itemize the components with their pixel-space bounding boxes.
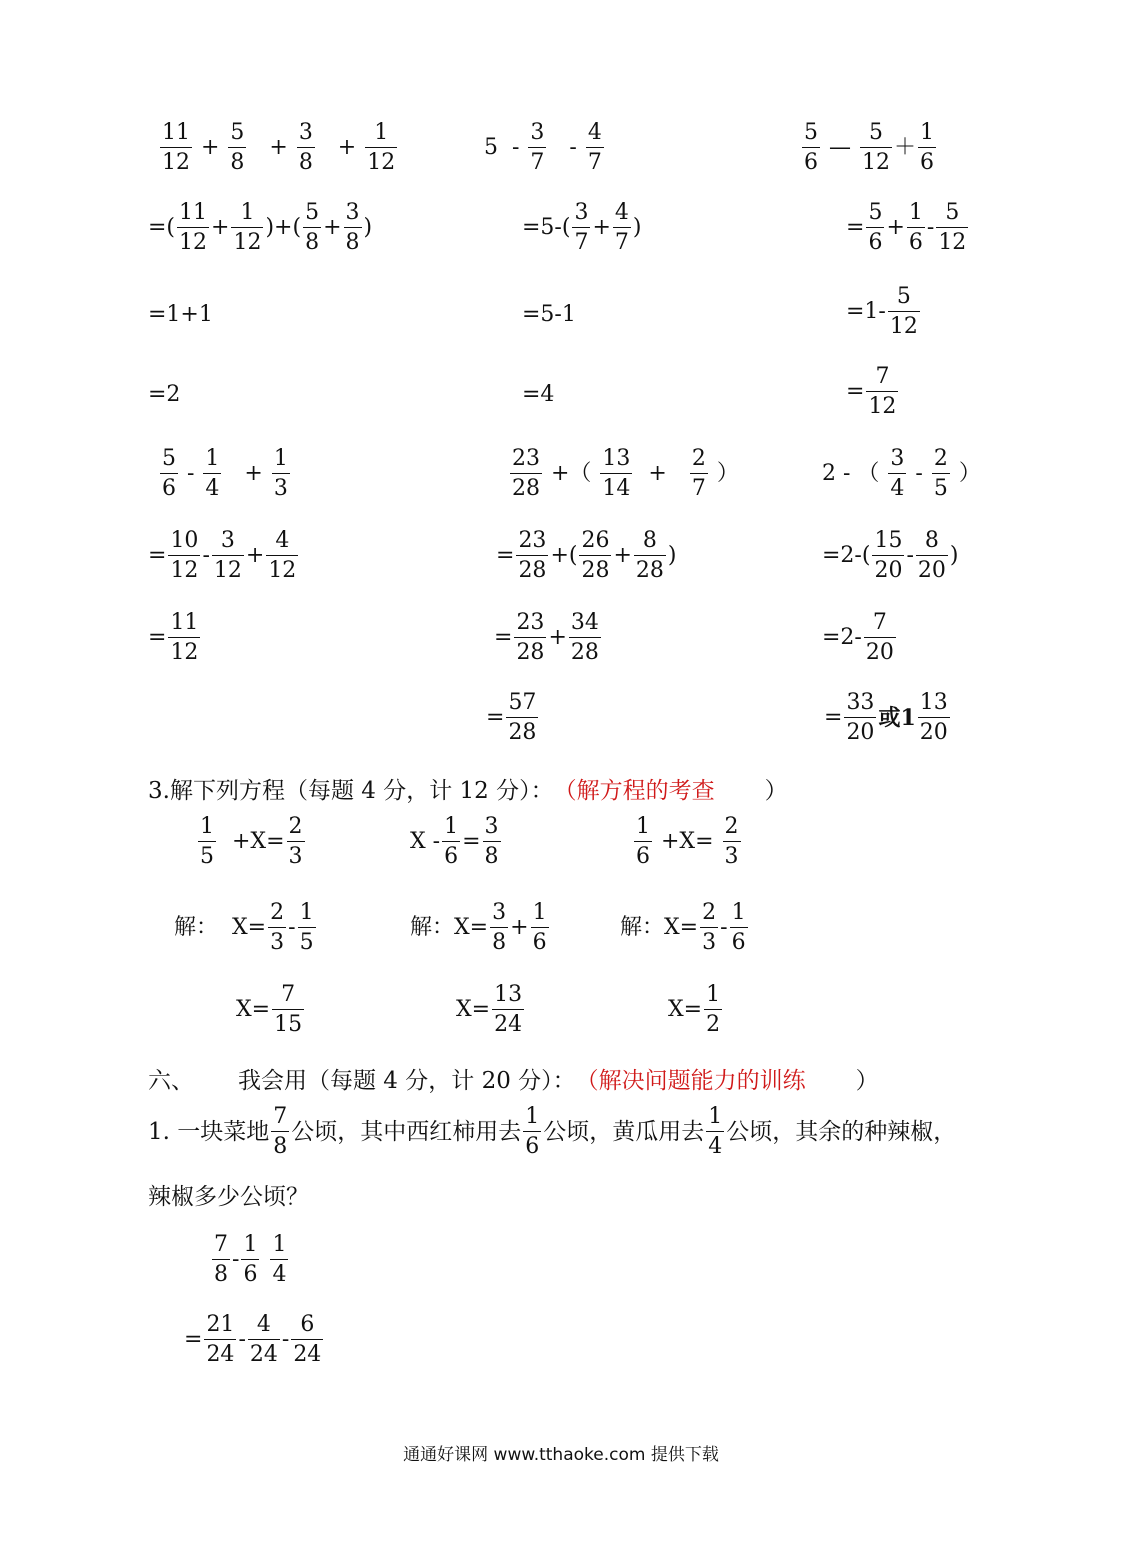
fraction: $\frac{1}{12}$ xyxy=(367,120,396,175)
fraction: 4 24 xyxy=(249,1312,278,1367)
calc-c1-step2: = $\frac{11}{12}$ xyxy=(148,610,199,665)
apply-question-1: 1. 一块菜地 7 8 公顷，其中西红柿用去 1 6 公顷，黄瓜用去 1 4 公顷，其余的种辣椒， xyxy=(148,1104,957,1159)
fraction: 13 20 xyxy=(919,690,948,745)
calc-b2-problem: 5 - 3 7 - 4 7 xyxy=(484,120,602,175)
equation-1: 1 5 +X= $\frac{2}{3}$ xyxy=(200,814,303,869)
calc-b3-problem: 5 6 — 5 12 ＋ 1 6 xyxy=(804,120,935,175)
calc-c2-step1: = $\frac{23}{28}$ +( 26 28 + $\frac{8}{28}$ ) xyxy=(496,528,677,583)
fraction: 7 8 xyxy=(214,1232,228,1287)
fraction: $\frac{10}{12}$ xyxy=(170,528,199,583)
fraction: 7 8 xyxy=(273,1104,288,1159)
calc-c3-step3: = $\frac{33}{20}$ 或 1 13 20 xyxy=(824,690,948,745)
equation-2-answer: X= $\frac{13}{24}$ xyxy=(456,982,523,1037)
equation-2-solution: 解： X= $\frac{3}{8}$ + $\frac{1}{6}$ xyxy=(410,900,547,955)
calc-c3-problem: 2 - （ 3 4 - 2 5 ） xyxy=(822,446,981,501)
footer-credit: 通通好课网 www.tthaoke.com 提供下载 xyxy=(403,1445,719,1465)
apply-question-1-line2: 辣椒多少公顷？ xyxy=(148,1184,309,1210)
fraction: 3 4 xyxy=(890,446,905,501)
fraction: 1 4 xyxy=(272,1232,287,1287)
fraction: $\frac{2}{3}$ xyxy=(288,814,303,869)
fraction: 7 20 xyxy=(865,610,894,665)
fraction: $\frac{4}{12}$ xyxy=(268,528,297,583)
fraction: 13 14 xyxy=(602,446,631,501)
fraction: 5 12 xyxy=(889,284,918,339)
fraction: 1 6 xyxy=(243,1232,258,1287)
calc-c1-step1: = $\frac{10}{12}$ - 3 12 + $\frac{4}{12}$ xyxy=(148,528,297,583)
fraction: $\frac{23}{28}$ xyxy=(516,610,545,665)
equation-2: X - $\frac{1}{6}$ = $\frac{3}{8}$ xyxy=(410,814,499,869)
fraction: 26 28 xyxy=(581,528,610,583)
fraction: $\frac{1}{6}$ xyxy=(444,814,459,869)
fraction: 5 12 xyxy=(862,120,890,175)
calc-b1-step2: =1+1 xyxy=(148,302,213,327)
fraction: 3 7 xyxy=(574,200,589,255)
fraction: 1 4 xyxy=(205,446,220,501)
fraction: $\frac{3}{8}$ xyxy=(492,900,507,955)
fraction: 2 3 xyxy=(724,814,739,869)
fraction: $\frac{3}{8}$ xyxy=(298,120,313,175)
fraction: 23 28 xyxy=(512,446,540,501)
equation-1-answer: X= $\frac{7}{15}$ xyxy=(236,982,303,1037)
fraction: $\frac{1}{6}$ xyxy=(532,900,547,955)
fraction: 1 6 xyxy=(525,1104,540,1159)
fraction: 6 24 xyxy=(293,1312,322,1367)
fraction: $\frac{11}{12}$ xyxy=(170,610,199,665)
fraction: $\frac{8}{28}$ xyxy=(635,528,664,583)
fraction: $\frac{3}{8}$ xyxy=(484,814,499,869)
fraction: 11 12 xyxy=(162,120,190,175)
calc-b2-step1: =5-( 3 7 + $\frac{4}{7}$ ) xyxy=(522,200,642,255)
calc-b1-step1: =( 11 12 + $\frac{1}{12}$ )+( 5 8 + $\frac{3}{8}$ ) xyxy=(148,200,373,255)
fraction: $\frac{2}{3}$ xyxy=(270,900,285,955)
fraction: $\frac{13}{24}$ xyxy=(494,982,523,1037)
fraction: 8 20 xyxy=(917,528,946,583)
fraction: 1 6 xyxy=(920,120,935,175)
fraction: $\frac{5}{6}$ xyxy=(868,200,883,255)
calc-b2-step2: =5-1 xyxy=(522,302,576,327)
fraction: 5 6 xyxy=(804,120,818,175)
fraction: $\frac{23}{28}$ xyxy=(518,528,547,583)
calc-c2-step2: = $\frac{23}{28}$ + $\frac{34}{28}$ xyxy=(494,610,599,665)
calc-c2-step3: = $\frac{57}{28}$ xyxy=(486,690,537,745)
fraction: $\frac{5}{8}$ xyxy=(230,120,245,175)
calc-b3-step1: = $\frac{5}{6}$ + $\frac{1}{6}$ - 5 12 xyxy=(846,200,967,255)
calc-c2-problem: 23 28 +（ 13 14 + $\frac{2}{7}$ ） xyxy=(512,446,739,501)
calc-c3-step1: =2-( 15 20 - 8 20 ) xyxy=(822,528,959,583)
calc-b1-problem: 11 12 + $\frac{5}{8}$ + $\frac{3}{8}$ + $\frac{1}{12}$ xyxy=(162,120,396,175)
fraction: 15 20 xyxy=(874,528,903,583)
fraction: $\frac{57}{28}$ xyxy=(508,690,537,745)
fraction: 1 5 xyxy=(200,814,214,869)
calc-c3-step2: =2- 7 20 xyxy=(822,610,894,665)
fraction: $\frac{34}{28}$ xyxy=(570,610,599,665)
fraction: 1 6 xyxy=(636,814,650,869)
apply-work-1: 7 8 - 1 6 1 4 xyxy=(214,1232,287,1287)
equation-3: 1 6 +X= 2 3 xyxy=(636,814,739,869)
fraction: $\frac{1}{6}$ xyxy=(908,200,923,255)
fraction: $\frac{7}{12}$ xyxy=(868,364,897,419)
fraction: $\frac{7}{15}$ xyxy=(274,982,303,1037)
fraction: 11 12 xyxy=(179,200,208,255)
fraction: $\frac{1}{12}$ xyxy=(233,200,262,255)
fraction: 5 6 xyxy=(162,446,176,501)
equation-3-solution: 解： X= $\frac{2}{3}$ - 1 6 xyxy=(620,900,746,955)
fraction: 3 12 xyxy=(213,528,242,583)
equation-1-solution: 解： X= $\frac{2}{3}$ - 1 5 xyxy=(174,900,314,955)
apply-work-2: = $\frac{21}{24}$ - 4 24 - 6 24 xyxy=(184,1312,322,1367)
equation-3-answer: X= $\frac{1}{2}$ xyxy=(668,982,721,1037)
fraction: 1 4 xyxy=(708,1104,723,1159)
fraction: $\frac{33}{20}$ xyxy=(846,690,875,745)
fraction: $\frac{3}{8}$ xyxy=(345,200,360,255)
fraction: $\frac{2}{3}$ xyxy=(702,900,717,955)
fraction: 1 5 xyxy=(299,900,314,955)
fraction: 3 7 xyxy=(530,120,545,175)
fraction: 4 7 xyxy=(587,120,602,175)
fraction: 1 6 xyxy=(731,900,746,955)
fraction: $\frac{1}{2}$ xyxy=(706,982,721,1037)
fraction: $\frac{1}{3}$ xyxy=(273,446,288,501)
fraction: 5 8 xyxy=(305,200,320,255)
calc-b3-step3: = $\frac{7}{12}$ xyxy=(846,364,897,419)
fraction: $\frac{2}{7}$ xyxy=(691,446,706,501)
fraction: 5 12 xyxy=(938,200,967,255)
apply-heading: 六、 我会用（每题 4 分，计 20 分）： （解决问题能力的训练 ） xyxy=(148,1068,879,1094)
fraction: $\frac{21}{24}$ xyxy=(206,1312,235,1367)
equations-heading: 3.解下列方程（每题 4 分，计 12 分）： （解方程的考查 ） xyxy=(148,778,788,804)
fraction: 2 5 xyxy=(933,446,948,501)
calc-b1-step3: =2 xyxy=(148,382,181,407)
calc-b2-step3: =4 xyxy=(522,382,555,407)
fraction: $\frac{4}{7}$ xyxy=(614,200,629,255)
calc-b3-step2: =1- 5 12 xyxy=(846,284,918,339)
calc-c1-problem: 5 6 - 1 4 + $\frac{1}{3}$ xyxy=(162,446,288,501)
